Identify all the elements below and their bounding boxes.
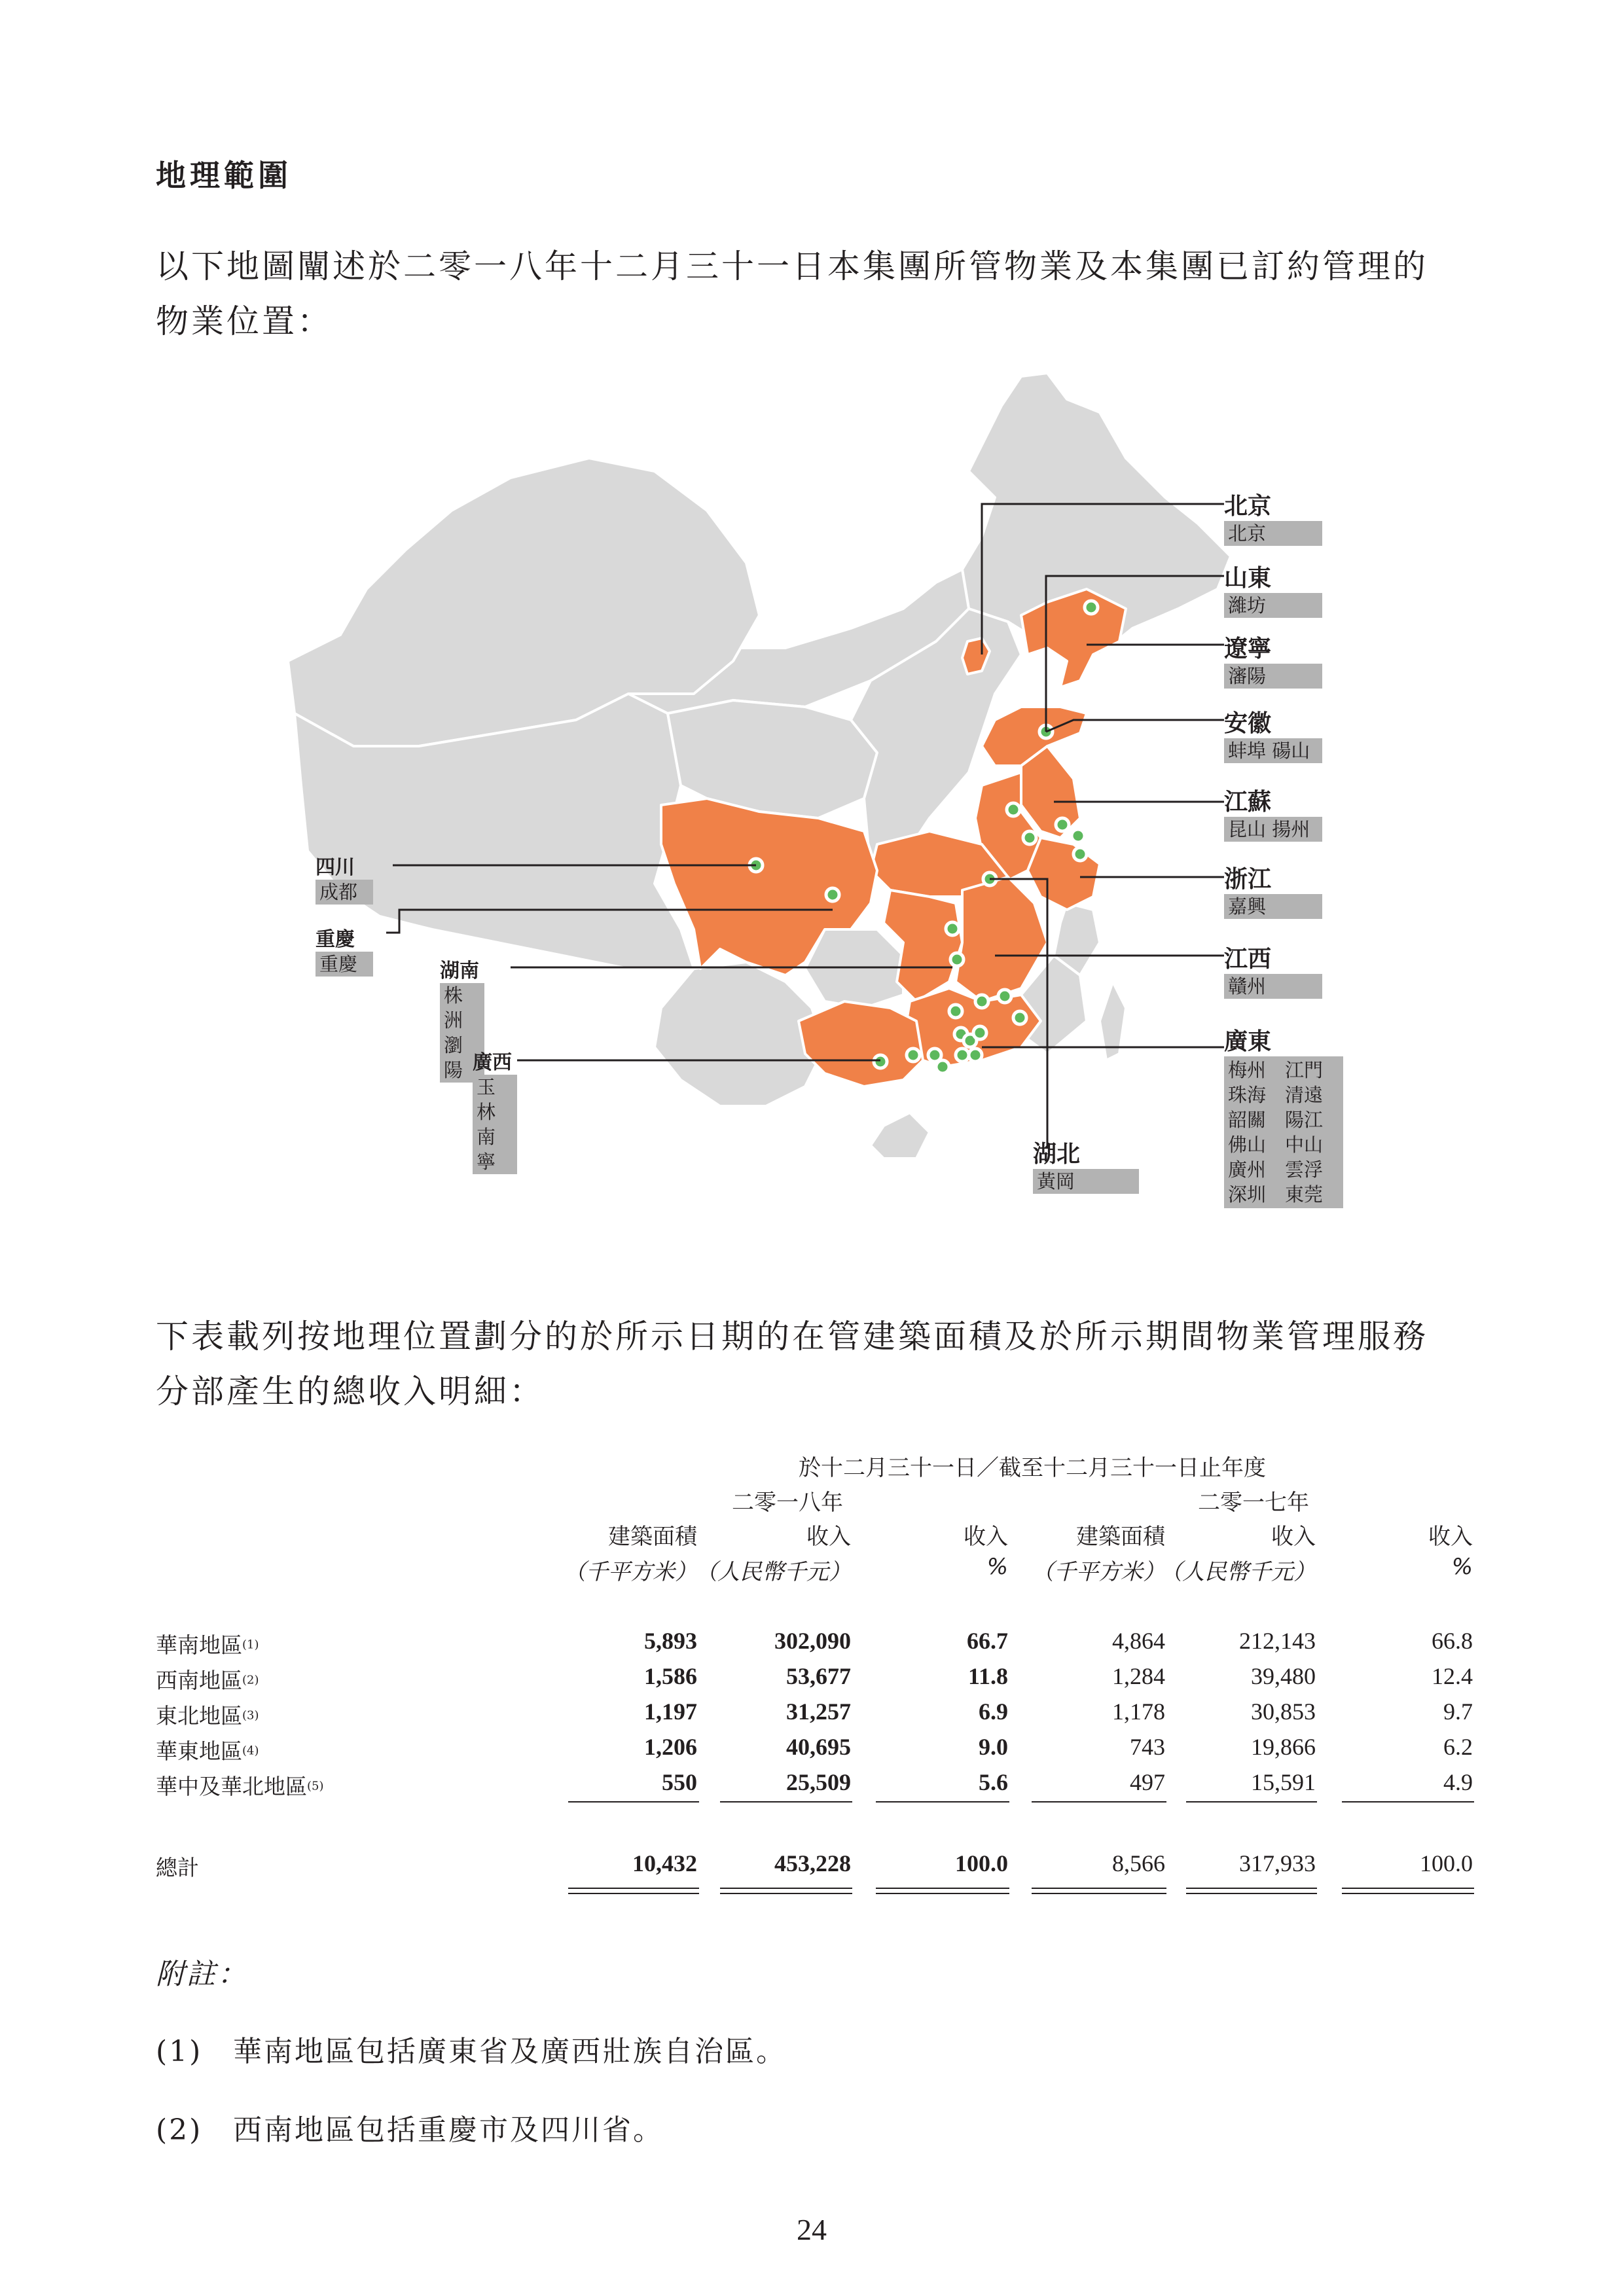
table-total-label: 總計 — [156, 1855, 199, 1880]
province-name: 江蘇 — [1224, 789, 1272, 816]
province-name: 四川 — [316, 856, 355, 879]
total-double-rule — [876, 1888, 1009, 1894]
subtotal-rule — [568, 1801, 699, 1803]
city-name: 韶關 陽江 — [1224, 1107, 1343, 1132]
table-cell: 550 — [662, 1769, 697, 1795]
city-name: 瀋陽 — [1224, 664, 1322, 689]
province-name: 江西 — [1224, 946, 1272, 973]
table-cell: 302,090 — [774, 1628, 851, 1654]
map-dot — [907, 1049, 920, 1062]
province-name: 湖北 — [1033, 1141, 1081, 1168]
table-row-label: 華中及華北地區$^{(5)}$ — [156, 1774, 324, 1799]
page-number: 24 — [797, 2213, 827, 2246]
province-name: 浙江 — [1224, 866, 1272, 893]
map-label-hubei — [1033, 1136, 1139, 1194]
province-name: 湖南 — [440, 960, 479, 982]
subtotal-rule — [876, 1801, 1009, 1803]
map-label-jiangsu — [1224, 783, 1322, 842]
map-label-liaoning — [1224, 630, 1322, 689]
map-dot — [949, 1005, 962, 1018]
province-name: 北京 — [1224, 493, 1272, 520]
map-dot — [969, 1049, 982, 1062]
table-cell: 39,480 — [1251, 1663, 1316, 1689]
col-unit: （人民幣千元） — [695, 1559, 851, 1585]
province-name: 廣西 — [473, 1051, 512, 1074]
table-cell: 31,257 — [786, 1698, 851, 1725]
table-cell: 6.2 — [1443, 1734, 1473, 1760]
col-header: 收入 — [806, 1524, 851, 1550]
map-label-shandong — [1224, 560, 1322, 618]
col-unit: （千平方米） — [1032, 1559, 1165, 1585]
map-dot — [936, 1060, 949, 1073]
subtotal-rule — [1032, 1801, 1166, 1803]
table-cell: 53,677 — [786, 1663, 851, 1689]
table-cell: 12.4 — [1432, 1663, 1473, 1689]
map-dot — [826, 888, 839, 901]
city-name: 瀏陽 — [440, 1033, 484, 1083]
table-cell: 4,864 — [1112, 1628, 1165, 1654]
map-dot — [1074, 848, 1087, 861]
city-name: 深圳 東莞 — [1224, 1182, 1343, 1207]
table-row-label: 西南地區$^{(2)}$ — [156, 1668, 259, 1693]
map-label-chongqing — [316, 923, 373, 977]
map-dot — [975, 995, 988, 1008]
table-cell: 25,509 — [786, 1769, 851, 1795]
table-cell: 1,586 — [644, 1663, 697, 1689]
city-name: 佛山 中山 — [1224, 1132, 1343, 1157]
table-row-label: 東北地區$^{(3)}$ — [156, 1703, 259, 1729]
province-name: 廣東 — [1224, 1028, 1272, 1055]
city-name: 玉林 — [473, 1075, 517, 1124]
note-number: (2) — [156, 2113, 203, 2147]
map-dot — [956, 1049, 969, 1062]
table-cell: 5,893 — [644, 1628, 697, 1654]
table-cell: 1,284 — [1112, 1663, 1165, 1689]
subtotal-rule — [1342, 1801, 1474, 1803]
table-cell: 4.9 — [1443, 1769, 1473, 1795]
map-label-beijing — [1224, 488, 1322, 546]
table-cell: 66.8 — [1432, 1628, 1473, 1654]
province-name: 山東 — [1224, 565, 1272, 592]
table-intro-line-2: 分部產生的總收入明細： — [156, 1372, 545, 1410]
province-name: 遼寧 — [1224, 636, 1272, 662]
table-cell: 497 — [1130, 1769, 1165, 1795]
city-name: 梅州 江門 — [1224, 1058, 1343, 1083]
table-year-2017: 二零一七年 — [1198, 1490, 1309, 1516]
subtotal-rule — [720, 1801, 852, 1803]
total-double-rule — [1342, 1888, 1474, 1894]
table-intro-paragraph — [156, 1309, 1491, 1419]
map-dot — [1056, 818, 1069, 831]
table-cell: 9.7 — [1443, 1698, 1473, 1725]
city-name: 南寧 — [473, 1124, 517, 1174]
province-name: 重慶 — [316, 928, 355, 951]
table-cell: 1,197 — [644, 1698, 697, 1725]
city-name: 蚌埠 碭山 — [1224, 738, 1322, 763]
map-dot — [1007, 803, 1020, 816]
total-double-rule — [568, 1888, 699, 1894]
note-text: 西南地區包括重慶市及四川省。 — [233, 2113, 664, 2147]
note-number: (1) — [156, 2035, 203, 2068]
map-label-guangdong — [1224, 1023, 1343, 1208]
map-dot — [1023, 831, 1036, 844]
col-header: 建築面積 — [608, 1524, 697, 1550]
table-cell: 30,853 — [1251, 1698, 1316, 1725]
city-name: 北京 — [1224, 521, 1322, 546]
map-dot — [998, 990, 1011, 1003]
table-cell: 11.8 — [967, 1663, 1008, 1689]
table-total-cell: 100.0 — [1420, 1850, 1473, 1876]
city-name: 廣州 雲浮 — [1224, 1157, 1343, 1182]
map-label-sichuan — [316, 851, 373, 905]
table-cell: 6.9 — [979, 1698, 1008, 1725]
table-cell: 1,206 — [644, 1734, 697, 1760]
note-item-1 — [156, 2028, 787, 2070]
map-dot — [1072, 829, 1085, 842]
note-text: 華南地區包括廣東省及廣西壯族自治區。 — [233, 2035, 787, 2068]
map-label-anhui — [1224, 705, 1322, 763]
table-cell: 19,866 — [1251, 1734, 1316, 1760]
col-unit: （千平方米） — [564, 1559, 697, 1585]
city-name: 濰坊 — [1224, 593, 1322, 618]
col-unit: % — [986, 1554, 1008, 1580]
map-base-regions — [288, 373, 1231, 1158]
table-intro-line-1: 下表載列按地理位置劃分的於所示日期的在管建築面積及於所示期間物業管理服務 — [156, 1318, 1428, 1355]
table-period-header: 於十二月三十一日／截至十二月三十一日止年度 — [799, 1455, 1266, 1481]
map-dot — [946, 922, 959, 935]
table-row-label: 華東地區$^{(4)}$ — [156, 1738, 259, 1764]
col-unit: （人民幣千元） — [1160, 1559, 1316, 1585]
map-label-jiangxi — [1224, 941, 1322, 999]
intro-line-2: 物業位置： — [156, 302, 333, 340]
table-total-cell: 453,228 — [774, 1850, 851, 1876]
city-name: 贛州 — [1224, 974, 1322, 999]
notes-title: 附註： — [156, 1958, 248, 1991]
table-total-cell: 317,933 — [1239, 1850, 1316, 1876]
city-name: 珠海 清遠 — [1224, 1083, 1343, 1107]
city-name: 嘉興 — [1224, 894, 1322, 919]
map-dot — [1085, 601, 1098, 614]
map-label-zhejiang — [1224, 861, 1322, 919]
section-heading: 地理範圍 — [156, 158, 292, 193]
table-cell: 9.0 — [979, 1734, 1008, 1760]
table-cell: 743 — [1130, 1734, 1165, 1760]
map-dot — [1013, 1011, 1026, 1024]
table-cell: 5.6 — [979, 1769, 1008, 1795]
col-header: 收入 — [1271, 1524, 1316, 1550]
col-header: 建築面積 — [1076, 1524, 1165, 1550]
note-item-2 — [156, 2106, 664, 2148]
city-name: 株洲 — [440, 983, 484, 1033]
city-name: 成都 — [316, 880, 373, 905]
col-header: 收入 — [964, 1524, 1008, 1550]
table-row-label: 華南地區$^{(1)}$ — [156, 1632, 259, 1658]
table-cell: 1,178 — [1112, 1698, 1165, 1725]
city-name: 重慶 — [316, 952, 373, 977]
col-unit: % — [1451, 1554, 1473, 1580]
intro-line-1: 以下地圖闡述於二零一八年十二月三十一日本集團所管物業及本集團已訂約管理的 — [156, 247, 1428, 285]
table-cell: 40,695 — [786, 1734, 851, 1760]
col-header: 收入 — [1428, 1524, 1473, 1550]
table-year-2018: 二零一八年 — [732, 1490, 843, 1516]
table-total-cell: 10,432 — [632, 1850, 697, 1876]
map-dot — [950, 953, 964, 966]
table-cell: 15,591 — [1251, 1769, 1316, 1795]
city-list — [1224, 1056, 1343, 1208]
map-dot — [973, 1026, 986, 1039]
province-name: 安徽 — [1224, 710, 1272, 737]
subtotal-rule — [1186, 1801, 1317, 1803]
total-double-rule — [720, 1888, 852, 1894]
table-cell: 66.7 — [967, 1628, 1008, 1654]
total-double-rule — [1186, 1888, 1317, 1894]
map-label-guangxi — [473, 1046, 517, 1174]
city-name: 黃岡 — [1033, 1169, 1139, 1194]
map-dot — [874, 1055, 887, 1068]
table-total-cell: 100.0 — [955, 1850, 1008, 1876]
table-cell: 212,143 — [1239, 1628, 1316, 1654]
city-name: 昆山 揚州 — [1224, 817, 1322, 842]
table-total-cell: 8,566 — [1112, 1850, 1165, 1876]
total-double-rule — [1032, 1888, 1166, 1894]
